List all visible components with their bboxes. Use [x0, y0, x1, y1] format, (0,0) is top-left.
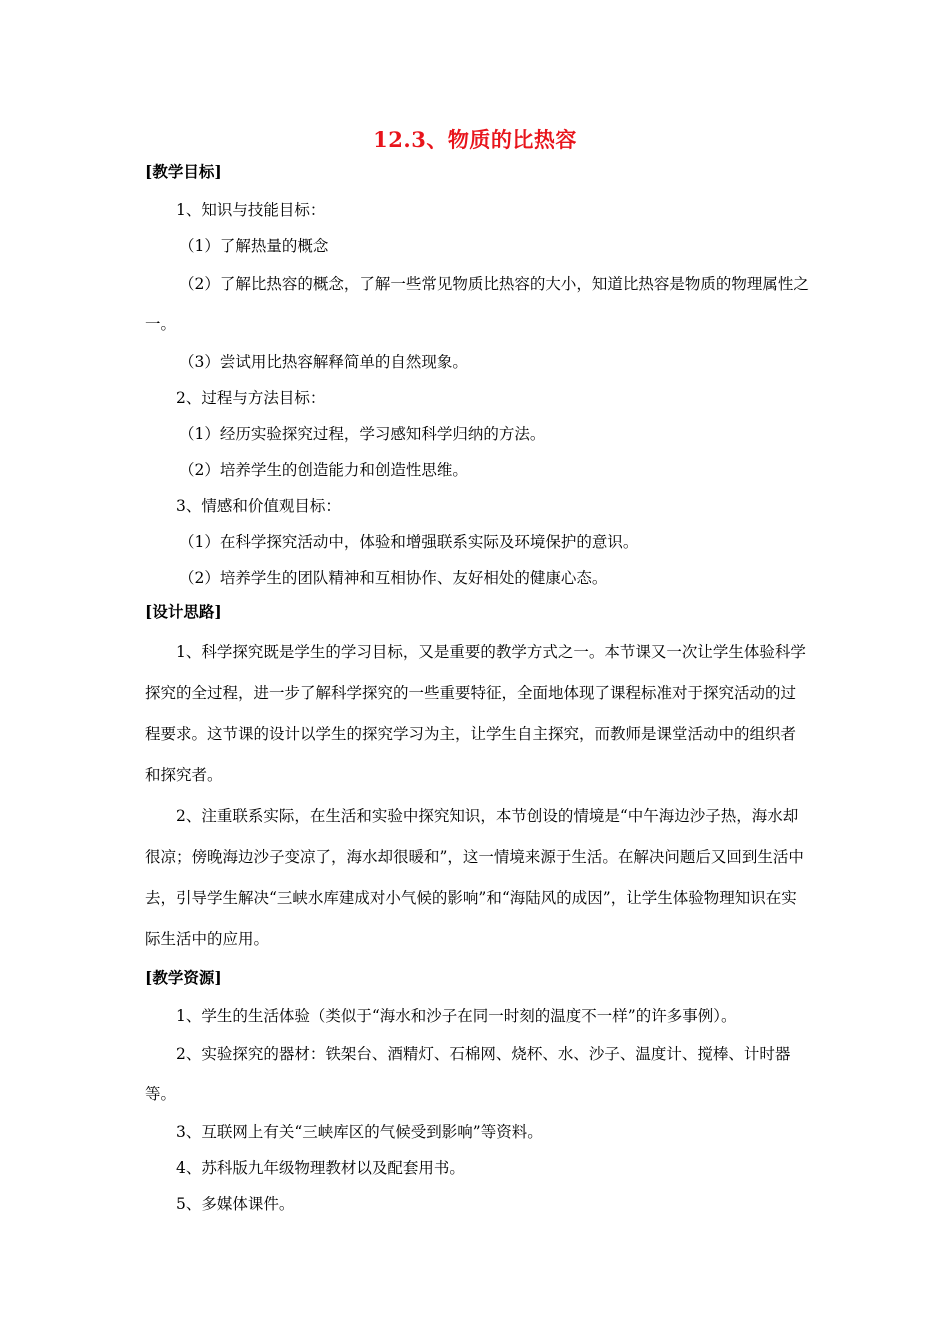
section-heading-design: [设计思路] [145, 602, 222, 621]
paragraph: 3、互联网上有关“三峡库区的气候受到影响”等资料。 [176, 1123, 543, 1141]
paragraph: （1）在科学探究活动中，体验和增强联系实际及环境保护的意识。 [179, 533, 639, 551]
paragraph: 4、苏科版九年级物理教材以及配套用书。 [176, 1159, 465, 1177]
paragraph: 1、知识与技能目标： [176, 201, 326, 219]
section-heading-objectives: [教学目标] [145, 162, 222, 181]
document-body [145, 160, 810, 1222]
paragraph: 2、过程与方法目标： [176, 389, 326, 407]
paragraph: （1）经历实验探究过程，学习感知科学归纳的方法。 [179, 425, 546, 443]
paragraph: 1、科学探究既是学生的学习目标，又是重要的教学方式之一。本节课又一次让学生体验科学探究的全过程，进一步了解科学探究的一些重要特征，全面地体现了课程标准对于探究活动的过程要求。这节课的设计以学生的探究学习为主，让学生自主探究，而教师是课堂活动中的组织者和探究者。 [145, 643, 806, 784]
paragraph: 5、多媒体课件。 [176, 1195, 295, 1213]
document-title: 12.3、物质的比热容 [373, 127, 577, 152]
paragraph: （2）培养学生的团队精神和互相协作、友好相处的健康心态。 [179, 569, 608, 587]
paragraph: （1）了解热量的概念 [179, 237, 329, 255]
paragraph: （2）了解比热容的概念，了解一些常见物质比热容的大小，知道比热容是物质的物理属性之一。 [145, 275, 809, 333]
paragraph: （3）尝试用比热容解释简单的自然现象。 [179, 353, 468, 371]
paragraph: 2、注重联系实际，在生活和实验中探究知识，本节创设的情境是“中午海边沙子热，海水却很凉；傍晚海边沙子变凉了，海水却很暖和”，这一情境来源于生活。在解决问题后又回到生活中去，引导学生解决“三峡水库建成对小气候的影响”和“海陆风的成因”，让学生体验物理知识在实际生活中的应用。 [145, 807, 804, 948]
paragraph: 3、情感和价值观目标： [176, 497, 341, 515]
paragraph: 2、实验探究的器材：铁架台、酒精灯、石棉网、烧杯、水、沙子、温度计、搅棒、计时器等。 [145, 1045, 791, 1103]
paragraph: （2）培养学生的创造能力和创造性思维。 [179, 461, 468, 479]
paragraph: 1、学生的生活体验（类似于“海水和沙子在同一时刻的温度不一样”的许多事例）。 [176, 1007, 737, 1025]
section-heading-resources: [教学资源] [145, 968, 222, 987]
